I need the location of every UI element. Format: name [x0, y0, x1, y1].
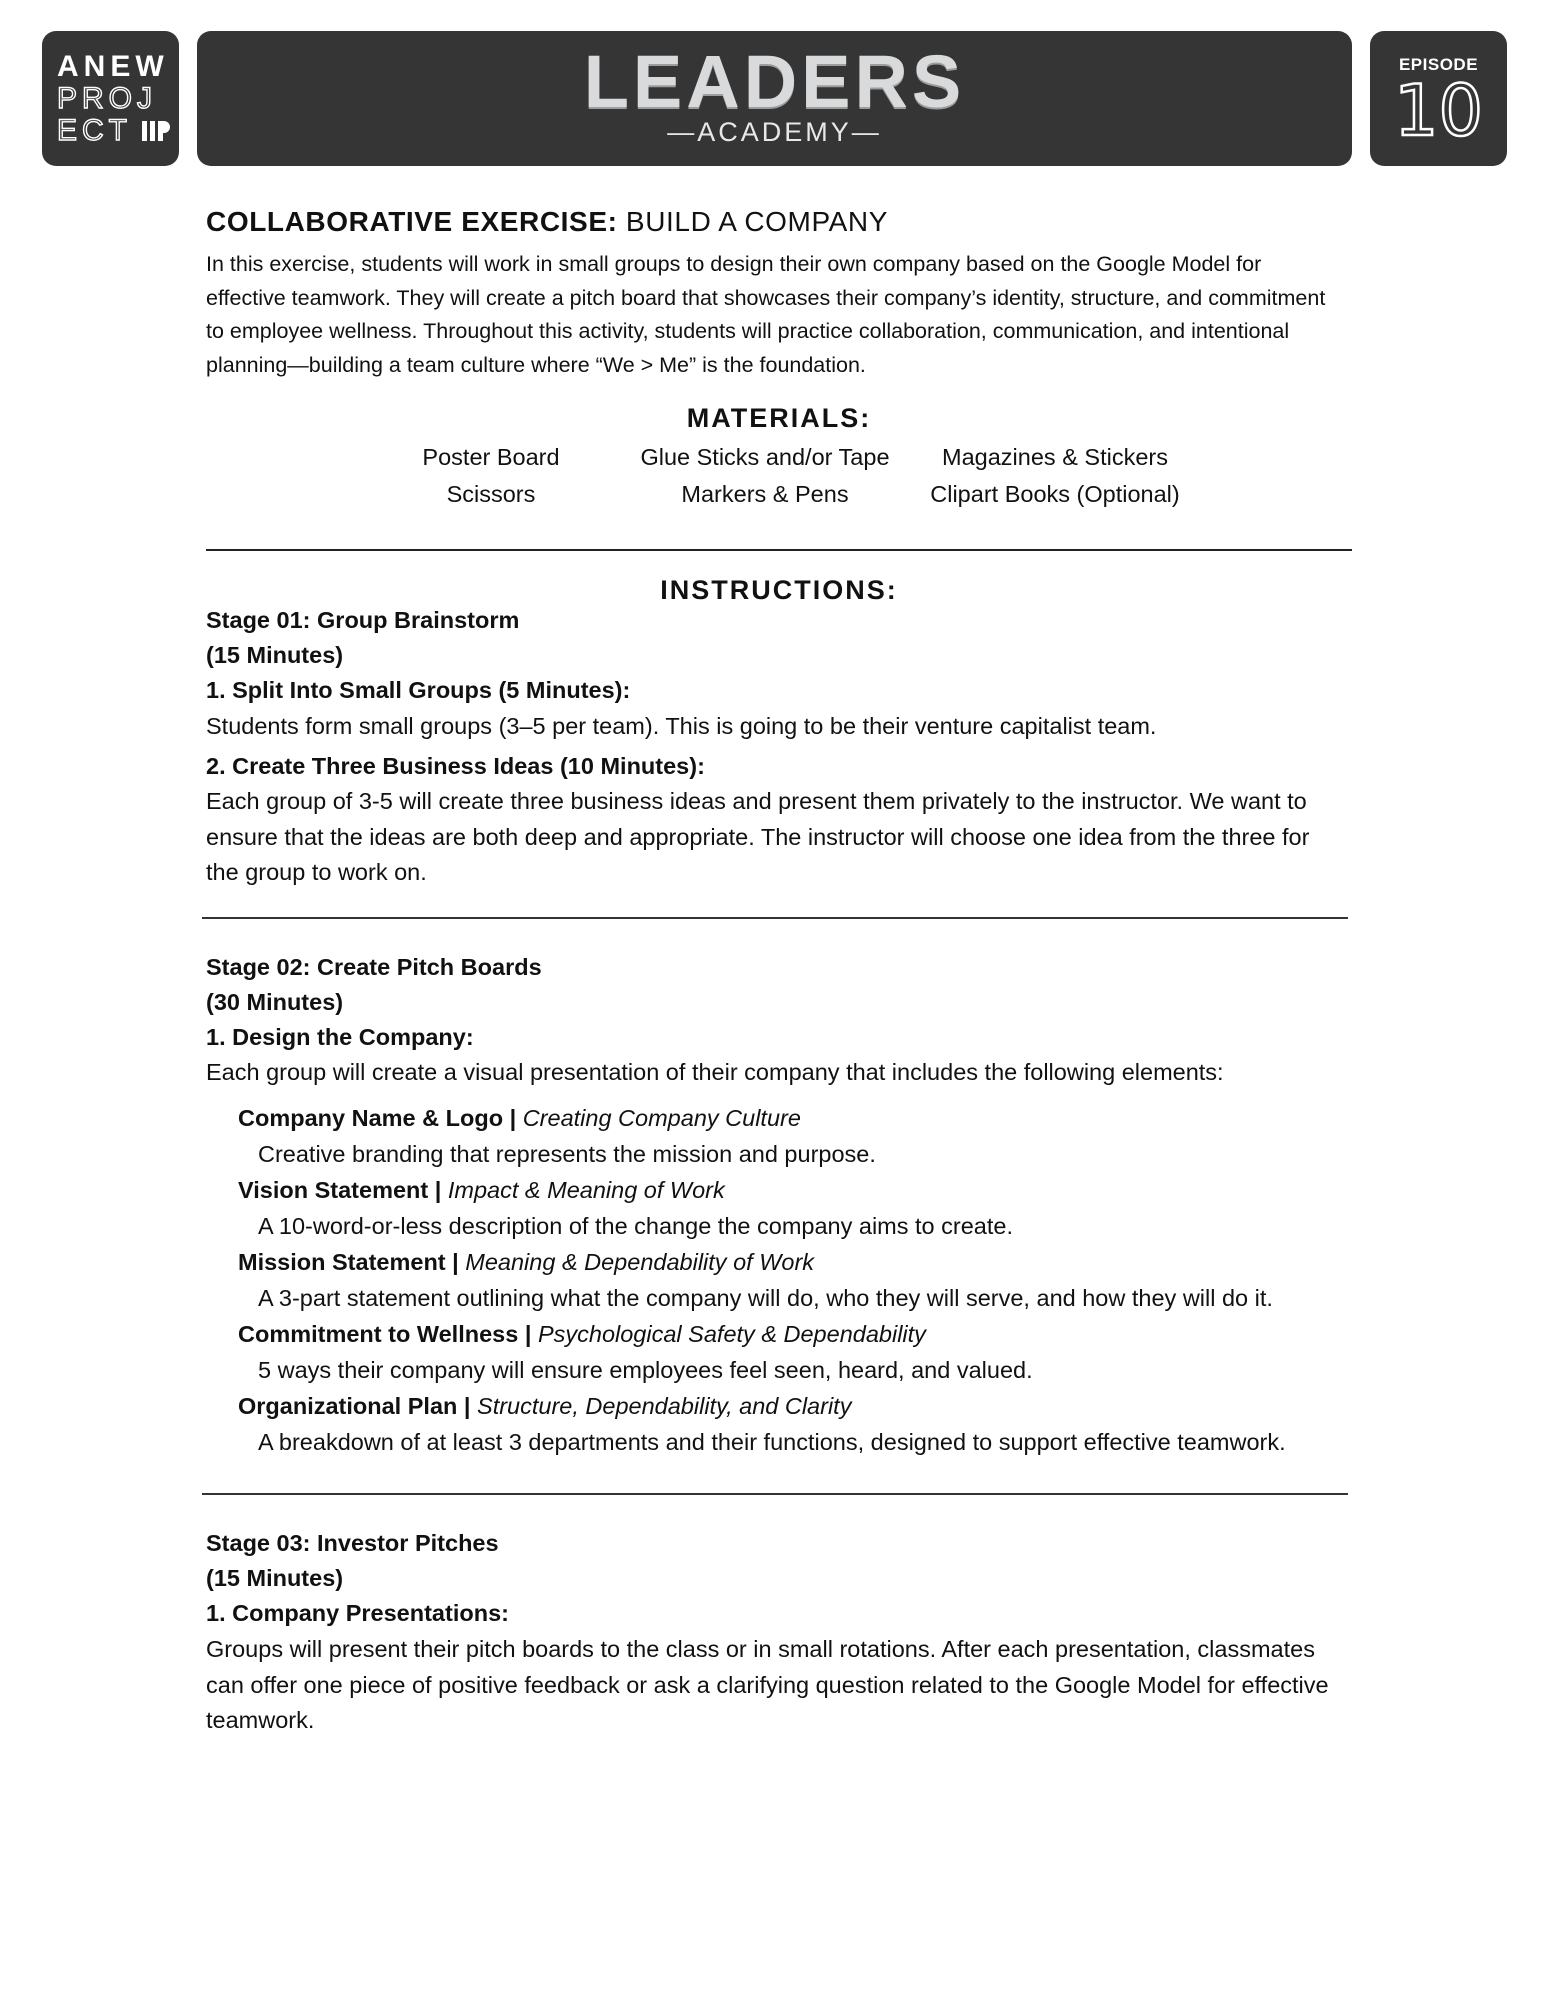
stage-2-step-1-text: Each group will create a visual presentation of their company that includes the following elements:: [206, 1059, 1224, 1085]
stage-2-title: Stage 02: Create Pitch Boards: [206, 954, 542, 980]
episode-badge: [1370, 31, 1507, 166]
stage-1-step-2-title: 2. Create Three Business Ideas (10 Minutes):: [206, 753, 705, 779]
stage-3-duration: (15 Minutes): [206, 1565, 344, 1591]
material-item: Magazines & Stickers: [942, 444, 1168, 470]
stage-3-step-1-title: 1. Company Presentations:: [206, 1600, 509, 1626]
stage-2-step-1-title: 1. Design the Company:: [206, 1024, 474, 1050]
material-item: Scissors: [446, 481, 536, 507]
anew-project-logo: [42, 31, 179, 166]
episode-label: EPISODE: [1398, 55, 1479, 74]
stage-1-step-2-text: Each group of 3-5 will create three business ideas and present them privately to the instructor. We want to ensure that the ideas are both deep and appropriate. The instructor will choose one idea from the three for the group to work on.: [206, 788, 1310, 886]
episode-number: 10: [1393, 70, 1484, 152]
element-heading: Mission Statement | Meaning & Dependability of Work: [238, 1249, 815, 1275]
header-banner: [197, 31, 1352, 166]
exercise-label: COLLABORATIVE EXERCISE:: [206, 206, 618, 237]
stage-3-title: Stage 03: Investor Pitches: [206, 1530, 499, 1556]
element-description: A 3-part statement outlining what the company will do, who they will serve, and how they will do it.: [258, 1285, 1273, 1311]
element-heading: Vision Statement | Impact & Meaning of Work: [238, 1177, 725, 1203]
academy-subtitle: —ACADEMY—: [667, 117, 882, 147]
material-item: Markers & Pens: [681, 481, 849, 507]
stage-1-step-1-text: Students form small groups (3–5 per team). This is going to be their venture capitalist team.: [206, 713, 1157, 739]
element-heading: Organizational Plan | Structure, Dependability, and Clarity: [238, 1393, 852, 1419]
logo-line-anew: ANEW: [57, 50, 169, 83]
exercise-intro: In this exercise, students will work in small groups to design their own company based on the Google Model for effective teamwork. They will create a pitch board that showcases their company’s identity, structure, and commitment to employee wellness. Throughout this activity, students will practice collaboration, communication, and intentional planning—building a team culture where “We > Me” is the foundation.: [206, 252, 1326, 377]
element-description: 5 ways their company will ensure employees feel seen, heard, and valued.: [258, 1357, 1033, 1383]
logo-line-ect: ECT: [57, 114, 132, 147]
stage-1-duration: (15 Minutes): [206, 642, 344, 668]
element-description: A breakdown of at least 3 departments and their functions, designed to support effective teamwork.: [258, 1429, 1286, 1455]
material-item: Clipart Books (Optional): [930, 481, 1180, 507]
logo-line-proj: PROJ: [57, 82, 158, 115]
instructions-heading: INSTRUCTIONS:: [660, 575, 898, 605]
element-heading: Commitment to Wellness | Psychological Safety & Dependability: [238, 1321, 926, 1347]
anew-mark-icon: [142, 119, 170, 141]
element-description: A 10-word-or-less description of the change the company aims to create.: [258, 1213, 1013, 1239]
stage-divider: [202, 1493, 1348, 1495]
material-item: Poster Board: [422, 444, 560, 470]
section-divider: [206, 549, 1352, 551]
element-heading: Company Name & Logo | Creating Company Culture: [238, 1105, 801, 1131]
material-item: Glue Sticks and/or Tape: [640, 444, 890, 470]
stage-2-duration: (30 Minutes): [206, 989, 344, 1015]
stage-1-title: Stage 01: Group Brainstorm: [206, 607, 520, 633]
exercise-title: [206, 204, 888, 240]
stage-divider: [202, 917, 1348, 919]
element-description: Creative branding that represents the mission and purpose.: [258, 1141, 876, 1167]
stage-3-step-1-text: Groups will present their pitch boards to the class or in small rotations. After each presentation, classmates can offer one piece of positive feedback or ask a clarifying question related to the Google Model for effective teamwork.: [206, 1636, 1329, 1734]
stage-1-step-1-title: 1. Split Into Small Groups (5 Minutes):: [206, 677, 631, 703]
materials-heading: MATERIALS:: [686, 403, 872, 433]
leaders-academy-title: LEADERS: [583, 40, 966, 123]
exercise-name: BUILD A COMPANY: [625, 206, 889, 237]
